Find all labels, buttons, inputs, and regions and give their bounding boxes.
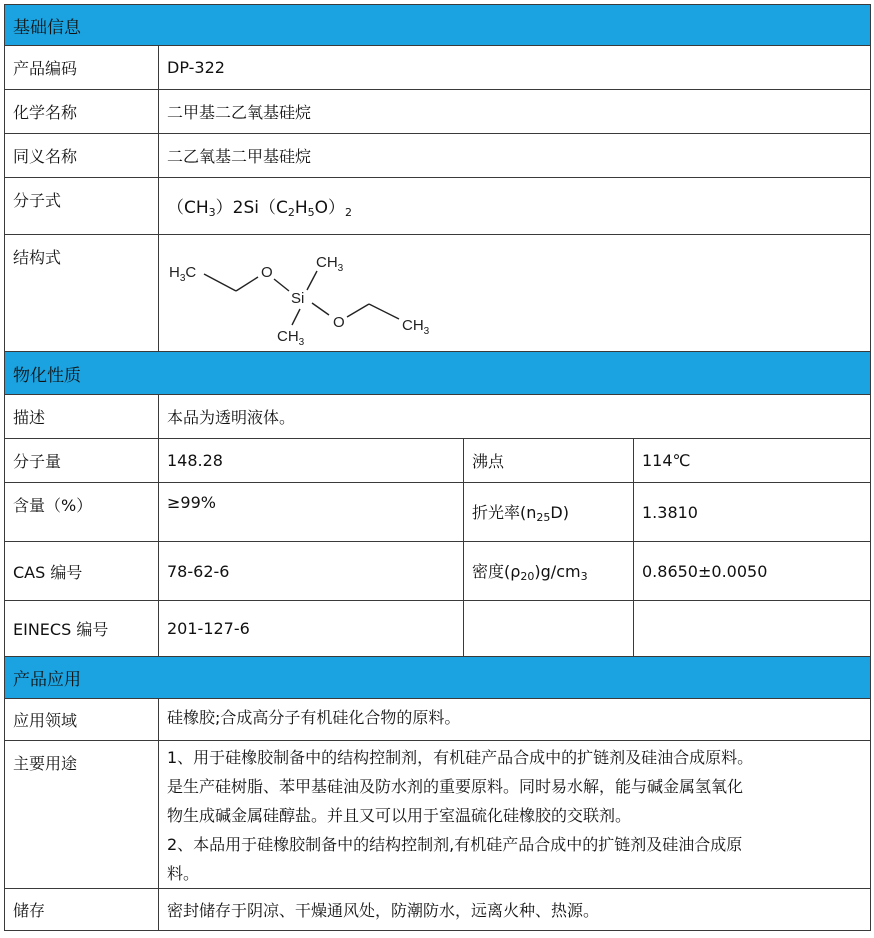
structure-cell: [159, 235, 871, 352]
einecs-value: 201-127-6: [159, 601, 464, 657]
density-label: [464, 542, 634, 601]
label-part: D): [550, 503, 569, 522]
table-row: [5, 134, 871, 178]
label-part: 密度(ρ: [472, 562, 521, 581]
bond-line: [369, 304, 399, 319]
use-text-line: 物生成碱金属硅醇盐。并且又可以用于室温硫化硅橡胶的交联剂。: [167, 806, 632, 825]
table-row: [5, 395, 871, 439]
label-sub: 3: [580, 570, 588, 583]
ch3-bottom-group: $CH_3$: [277, 328, 305, 348]
content-label: 含量（%）: [5, 483, 159, 542]
table-row: [5, 889, 871, 931]
section-header-physchem: [5, 352, 871, 395]
ch3-top-group: $CH_3$: [316, 254, 344, 274]
use-text-line: 1、用于硅橡胶制备中的结构控制剂，有机硅产品合成中的扩链剂及硅油合成原料。: [167, 748, 754, 767]
synonym-value: 二乙氧基二甲基硅烷: [159, 134, 871, 178]
empty-cell: [464, 601, 634, 657]
formula-value: [159, 178, 871, 235]
label-part: 折光率(n: [472, 503, 537, 522]
main-use-value: [159, 741, 871, 889]
table-row: [5, 542, 871, 601]
section-title: 基础信息: [5, 5, 871, 46]
density-value: 0.8650±0.0050: [634, 542, 871, 601]
cas-label: CAS 编号: [5, 542, 159, 601]
refractive-index-label: [464, 483, 634, 542]
chem-name-value: 二甲基二乙氧基硅烷: [159, 90, 871, 134]
section-header-application: [5, 657, 871, 699]
table-row: [5, 601, 871, 657]
bond-line: [312, 303, 329, 315]
chem-name-label: 化学名称: [5, 90, 159, 134]
use-text-line: 是生产硅树脂、苯甲基硅油及防水剂的重要原料。同时易水解，能与碱金属氢氧化: [167, 777, 744, 796]
oxygen-atom-1: O: [261, 264, 273, 281]
bond-line: [204, 274, 236, 291]
app-field-label: 应用领域: [5, 699, 159, 741]
app-field-value: 硅橡胶;合成高分子有机硅化合物的原料。: [159, 699, 871, 741]
use-text-line: 2、本品用于硅橡胶制备中的结构控制剂,有机硅产品合成中的扩链剂及硅油合成原: [167, 835, 743, 854]
table-row: [5, 699, 871, 741]
silicon-atom: Si: [291, 290, 305, 307]
formula-part: ）2Si（C: [215, 198, 288, 218]
product-code-label: 产品编码: [5, 46, 159, 90]
main-use-label: 主要用途: [5, 741, 159, 889]
table-row: [5, 178, 871, 235]
formula-label: 分子式: [5, 178, 159, 235]
structural-formula-diagram: [159, 237, 459, 349]
table-row: [5, 235, 871, 352]
description-label: 描述: [5, 395, 159, 439]
h3c-group: $H_3C$: [169, 264, 197, 284]
table-row: [5, 439, 871, 483]
bond-line: [274, 279, 289, 291]
formula-part: （CH: [167, 198, 209, 218]
ch3-right-group: $CH_3$: [402, 317, 430, 337]
structure-label: 结构式: [5, 235, 159, 352]
label-part: )g/cm: [534, 562, 581, 581]
bond-line: [347, 304, 369, 317]
bond-line: [307, 271, 317, 290]
section-title: 物化性质: [5, 352, 871, 395]
label-sub: 25: [536, 511, 551, 524]
formula-sub: 2: [345, 206, 353, 219]
bond-line: [236, 277, 258, 291]
use-text-line: 料。: [167, 864, 200, 883]
refractive-index-value: 1.3810: [634, 483, 871, 542]
storage-label: 储存: [5, 889, 159, 931]
bp-label: 沸点: [464, 439, 634, 483]
cas-value: 78-62-6: [159, 542, 464, 601]
table-row: [5, 90, 871, 134]
bond-line: [292, 309, 300, 325]
oxygen-atom-2: O: [333, 314, 345, 331]
product-code-value: DP-322: [159, 46, 871, 90]
label-sub: 20: [520, 570, 535, 583]
product-spec-table: [4, 4, 871, 931]
formula-sub: 2: [287, 206, 295, 219]
table-row: [5, 46, 871, 90]
mw-label: 分子量: [5, 439, 159, 483]
content-value: ≥99%: [159, 483, 464, 542]
formula-sub: 5: [307, 206, 315, 219]
mw-value: 148.28: [159, 439, 464, 483]
section-header-basic: [5, 5, 871, 46]
description-value: 本品为透明液体。: [159, 395, 871, 439]
formula-sub: 3: [208, 206, 216, 219]
formula-part: H: [294, 198, 308, 218]
table-row: [5, 483, 871, 542]
table-row: [5, 741, 871, 889]
section-title: 产品应用: [5, 657, 871, 699]
bp-value: 114℃: [634, 439, 871, 483]
empty-cell: [634, 601, 871, 657]
einecs-label: EINECS 编号: [5, 601, 159, 657]
storage-value: 密封储存于阴凉、干燥通风处，防潮防水，远离火种、热源。: [159, 889, 871, 931]
formula-part: O）: [314, 198, 346, 218]
synonym-label: 同义名称: [5, 134, 159, 178]
